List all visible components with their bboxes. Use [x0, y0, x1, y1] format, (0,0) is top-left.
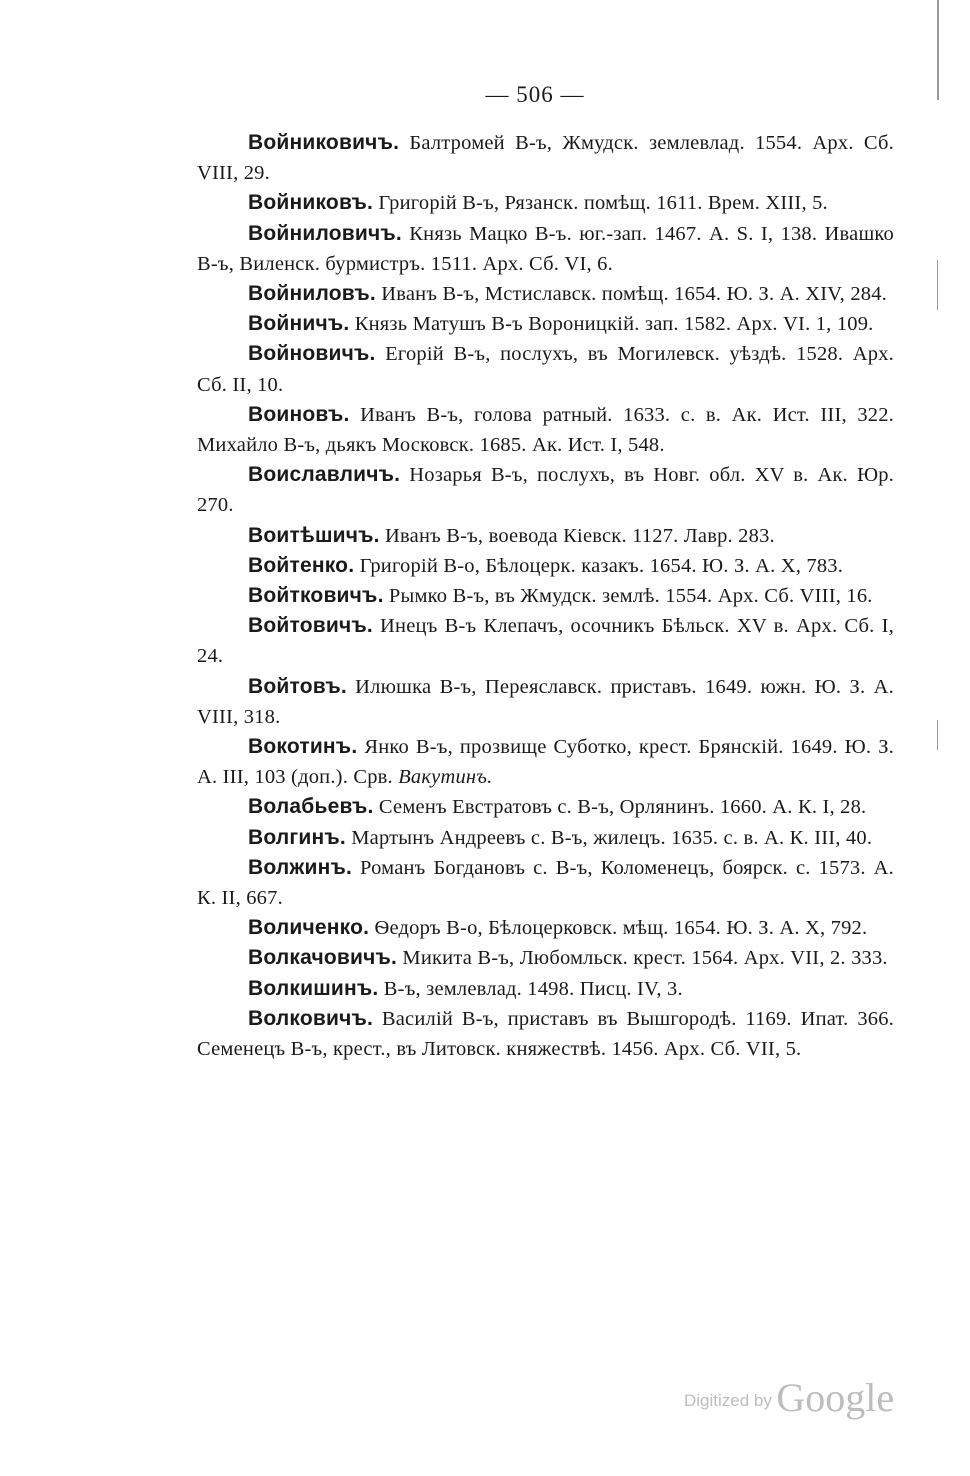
dictionary-entry: [197, 1004, 894, 1064]
watermark-brand: Google: [776, 1375, 895, 1420]
page-edge-line: [937, 260, 938, 310]
entry-body: Рымко В-ъ, въ Жмудск. землѣ. 1554. Арх. Сб. VIII, 16.: [383, 585, 873, 608]
dictionary-entry: [197, 611, 894, 671]
entry-body: В-ъ, землевлад. 1498. Писц. IV, 3.: [378, 977, 683, 1000]
dictionary-entry: [197, 128, 894, 188]
entry-headword: Волабьевъ.: [248, 795, 374, 819]
watermark-prefix: Digitized by: [684, 1391, 772, 1410]
entry-body: Иванъ В-ъ, голова ратный. 1633. с. в. Ак. Ист. III, 322. Михайло В-ъ, дьякъ Московск. 1685. Ак. Ист. I, 548.: [197, 403, 894, 457]
entry-body: Василій В-ъ, приставъ въ Вышгородѣ. 1169. Ипат. 366. Семенецъ В-ъ, крест., въ Литовск. княжествѣ. 1456. Арх. Сб. VII, 5.: [197, 1007, 894, 1061]
entry-headword: Волжинъ.: [248, 855, 353, 879]
dictionary-entry: [197, 339, 894, 399]
dictionary-entry: [197, 279, 894, 309]
entry-headword: Волкачовичъ.: [248, 946, 398, 970]
entry-headword: Войтовичъ.: [248, 614, 373, 638]
entry-body: Иванъ В-ъ, Мстиславск. помѣщ. 1654. Ю. З. А. XIV, 284.: [375, 283, 887, 306]
entry-headword: Войниковъ.: [248, 191, 374, 215]
entry-headword: Воличенко.: [248, 916, 370, 940]
entry-body: Григорій В-ъ, Рязанск. помѣщ. 1611. Врем. XIII, 5.: [373, 192, 828, 215]
entry-headword: Войновичъ.: [248, 342, 376, 366]
dictionary-entry: [197, 792, 894, 822]
entry-body: Ѳедоръ В-о, Бѣлоцерковск. мѣщ. 1654. Ю. З. А. X, 792.: [369, 917, 868, 940]
entry-body: Романъ Богдановъ с. В-ъ, Коломенецъ, боярск. с. 1573. А. К. II, 667.: [197, 856, 894, 910]
entry-headword: Воиславличъ.: [248, 463, 401, 487]
entry-body: Мартынъ Андреевъ с. В-ъ, жилецъ. 1635. с. в. А. К. III, 40.: [345, 826, 873, 849]
entry-headword: Войтковичъ.: [248, 584, 384, 608]
entry-body: Семенъ Евстратовъ с. В-ъ, Орлянинъ. 1660. А. К. I, 28.: [373, 796, 867, 819]
dictionary-entry: [197, 732, 894, 792]
dictionary-entry: [197, 823, 894, 853]
entry-headword: Войничъ.: [248, 312, 350, 336]
dictionary-entry: [197, 974, 894, 1004]
dictionary-entry: [197, 672, 894, 732]
dictionary-entry: [197, 460, 894, 520]
entry-body: Иванъ В-ъ, воевода Кіевск. 1127. Лавр. 283.: [379, 524, 775, 547]
entry-headword: Волкишинъ.: [248, 976, 379, 1000]
dictionary-entry: [197, 943, 894, 973]
page-number: — 506 —: [485, 82, 585, 107]
entry-body: Янко В-ъ, прозвище Суботко, крест. Брянскій. 1649. Ю. З. А. III, 103 (доп.). Срв.: [197, 736, 894, 789]
entry-headword: Волгинъ.: [248, 825, 346, 849]
entry-headword: Войтенко.: [248, 553, 355, 577]
entry-body: Инецъ В-ъ Клепачъ, осочникъ Бѣльск. XV в. Арх. Сб. I, 24.: [197, 615, 894, 668]
entry-body: Нозарья В-ъ, послухъ, въ Новг. обл. XV в. Ак. Юр. 270.: [197, 464, 894, 517]
dictionary-entry: [197, 581, 894, 611]
entry-cross-reference: Вакутинъ.: [398, 766, 493, 789]
entry-body: Илюшка В-ъ, Переяславск. приставъ. 1649. южн. Ю. З. А. VIII, 318.: [197, 675, 894, 728]
dictionary-entry: [197, 400, 894, 460]
entry-headword: Воиновъ.: [248, 402, 350, 426]
dictionary-entry: [197, 913, 894, 943]
entry-body: Микита В-ъ, Любомльск. крест. 1564. Арх. VII, 2. 333.: [397, 947, 888, 970]
entry-body: Егорій В-ъ, послухъ, въ Могилевск. уѣздѣ. 1528. Арх. Сб. II, 10.: [197, 343, 894, 396]
entry-body: Князь Мацко В-ъ. юг.-зап. 1467. A. S. I, 138. Ивашко В-ъ, Виленск. бурмистръ. 1511. Арх. Сб. VI, 6.: [197, 222, 894, 275]
entry-headword: Войниковичъ.: [248, 131, 400, 154]
digitized-by-google-watermark: [684, 1374, 894, 1421]
entry-headword: Волковичъ.: [248, 1006, 374, 1030]
entry-headword: Войтовъ.: [248, 674, 347, 698]
dictionary-entry: [197, 188, 894, 218]
dictionary-entry: [197, 219, 894, 279]
entry-headword: Вокотинъ.: [248, 735, 358, 759]
dictionary-entry: [197, 853, 894, 913]
entry-body: Князь Матушъ В-ъ Вороницкій. зап. 1582. Арх. VI. 1, 109.: [349, 313, 874, 336]
entry-headword: Войниловъ.: [248, 282, 376, 306]
entry-headword: Войниловичъ.: [248, 221, 402, 245]
page-edge-line: [937, 720, 938, 750]
dictionary-entry: [197, 309, 894, 339]
entry-body: Балтромей В-ъ, Жмудск. землевлад. 1554. Арх. Сб. VIII, 29.: [197, 132, 894, 185]
dictionary-text: [197, 128, 894, 1064]
dictionary-entry: [197, 551, 894, 581]
entry-body: Григорій В-о, Бѣлоцерк. казакъ. 1654. Ю. З. А. X, 783.: [354, 554, 844, 577]
entry-headword: Воитѣшичъ.: [248, 523, 380, 547]
dictionary-entry: [197, 521, 894, 551]
